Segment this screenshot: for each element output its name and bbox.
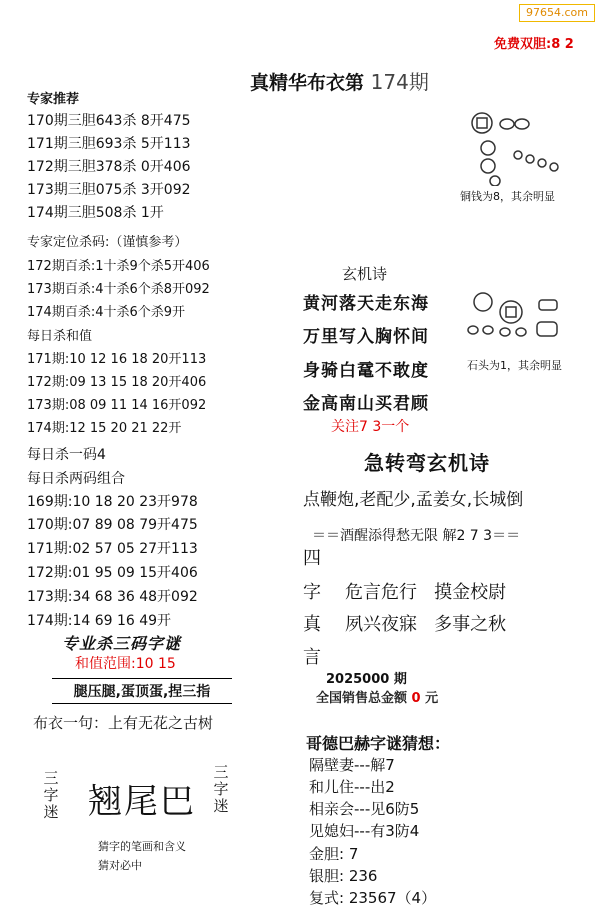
hint-line: 猜字的笔画和含义 — [98, 840, 186, 853]
sum-line: 171期:10 12 16 18 20开113 — [27, 352, 207, 367]
expert-line: 173期三胆075杀 3开092 — [27, 182, 191, 198]
sales-label: 全国销售总金额 — [316, 691, 408, 706]
jizhuan-title: 急转弯玄机诗 — [364, 451, 490, 475]
expert-line: 171期三胆693杀 5开113 — [27, 136, 191, 152]
kill-two-line: 171期:02 57 05 27开113 — [27, 541, 198, 557]
goldbach-line: 见媳妇---有3防4 — [309, 822, 420, 840]
goldbach-line: 隔壁妻---解7 — [309, 756, 395, 774]
expert-line: 174期三胆508杀 1开 — [27, 205, 164, 221]
kill-two-line: 172期:01 95 09 15开406 — [27, 565, 198, 581]
kill-one: 每日杀一码4 — [27, 447, 106, 463]
position-line: 172期百杀:1十杀9个杀5开406 — [27, 259, 210, 274]
sum-range: 和值范围:10 15 — [75, 656, 176, 672]
kill-two-line: 170期:07 89 08 79开475 — [27, 517, 198, 533]
free-pair: 免费双胆:8 2 — [494, 37, 574, 52]
stones-illustration — [463, 290, 569, 342]
sum-line: 172期:09 13 15 18 20开406 — [27, 375, 207, 390]
position-line: 174期百杀:4十杀6个杀9开 — [27, 305, 186, 320]
sum-line: 173期:08 09 11 14 16开092 — [27, 398, 207, 413]
poem-line: 身骑白鼋不敢度 — [303, 361, 429, 381]
sizi-char: 四 — [303, 548, 321, 569]
title-text: 真精华布衣第 — [250, 72, 365, 94]
focus-note: 关注7 3一个 — [331, 419, 410, 435]
coins-illustration — [468, 110, 568, 186]
sales-issue: 2025000 期 — [326, 672, 407, 687]
buyi-sentence: 布衣一句：上有无花之古树 — [33, 714, 214, 732]
riddle-line: 点鞭炮,老配少,孟姜女,长城倒 — [303, 490, 524, 510]
hint-line: 猜对必中 — [98, 859, 142, 872]
stone-caption: 石头为1，其余明显 — [467, 359, 562, 372]
sum-title: 每日杀和值 — [27, 329, 93, 344]
poem-line: 万里写入胸怀间 — [303, 327, 429, 347]
sales-unit: 元 — [425, 691, 439, 706]
title-issue: 174期 — [370, 70, 429, 94]
sizi-row: 危言危行 摸金校尉 — [345, 582, 507, 603]
kill-two-line: 169期:10 18 20 23开978 — [27, 494, 198, 510]
goldbach-line: 银胆: 236 — [309, 867, 378, 885]
kill-two-line: 173期:34 68 36 48开092 — [27, 589, 198, 605]
coin-caption: 铜钱为8，其余明显 — [460, 190, 555, 203]
expert-line: 172期三胆378杀 0开406 — [27, 159, 191, 175]
kill-two-title: 每日杀两码组合 — [27, 471, 125, 487]
goldbach-line: 金胆: 7 — [309, 845, 359, 863]
goldbach-line: 和儿住---出2 — [309, 778, 395, 796]
sizi-char: 言 — [303, 647, 321, 668]
xuanji-title: 玄机诗 — [342, 265, 388, 283]
poem-solution: ＝＝酒醒添得愁无限 解2 7 3＝＝ — [312, 528, 521, 544]
expert-title: 专家推荐 — [27, 92, 80, 107]
sizi-char: 字 — [303, 582, 321, 603]
expert-line: 170期三胆643杀 8开475 — [27, 113, 191, 129]
sizi-row: 夙兴夜寐 多事之秋 — [345, 614, 507, 635]
side-label-left: 三字迷 — [43, 769, 59, 821]
riddle-line: 腿压腿,蛋顶蛋,捏三指 — [52, 678, 232, 704]
sales-total — [316, 687, 438, 706]
poem-line: 金高南山买君顾 — [303, 394, 429, 414]
zimi-title: 专业杀三码字谜 — [62, 634, 182, 653]
kill-two-line: 174期:14 69 16 49开 — [27, 613, 172, 629]
goldbach-title: 哥德巴赫字谜猜想： — [306, 734, 451, 753]
poem-line: 黄河落天走东海 — [303, 294, 429, 314]
riddle-answer: 翘尾巴 — [88, 782, 196, 822]
position-title: 专家定位杀码:（谨慎参考） — [27, 235, 188, 250]
goldbach-line: 相亲会---见6防5 — [309, 800, 420, 818]
sizi-char: 真 — [303, 614, 321, 635]
sales-value: 0 — [411, 691, 421, 706]
goldbach-line: 复式: 23567（4） — [309, 889, 437, 907]
position-line: 173期百杀:4十杀6个杀8开092 — [27, 282, 210, 297]
side-label-right: 三字迷 — [213, 763, 229, 815]
page-title — [250, 66, 429, 95]
sum-line: 174期:12 15 20 21 22开 — [27, 421, 182, 436]
site-watermark: 97654.com — [519, 4, 595, 22]
